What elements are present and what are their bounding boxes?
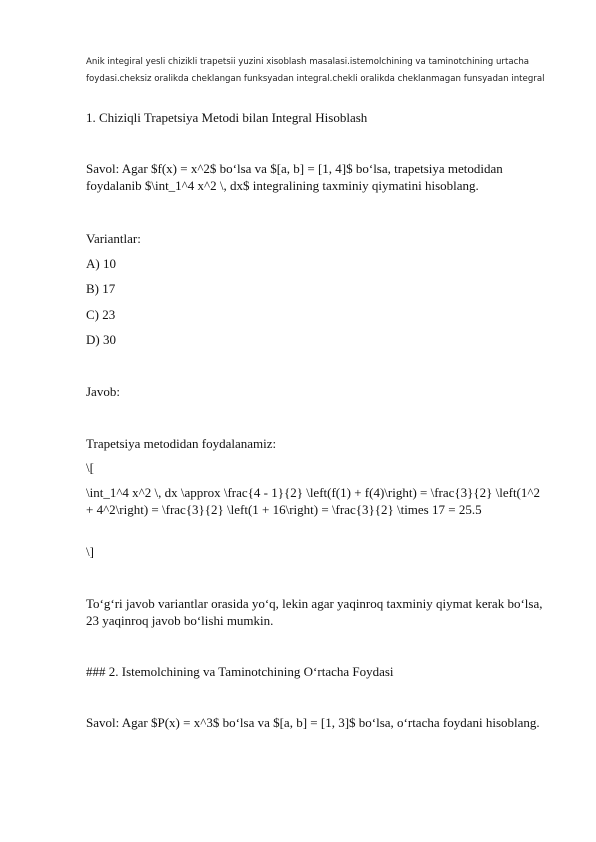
document-header: Anik integiral yesli chizikli trapetsii yuzini xisoblash masalasi.istemolchining va taminotchining urtacha foydasi.cheksiz oralikda cheklangan funksyadan integral.chekli oralikda cheklanmagan funsyadan integral xyxy=(86,57,545,84)
section2-question: Savol: Agar $P(x) = x^3$ bo‘lsa va $[a, b] = [1, 3]$ bo‘lsa, o‘rtacha foydani hisoblang. xyxy=(86,715,540,730)
section2-title: ### 2. Istemolchining va Taminotchining O‘rtacha Foydasi xyxy=(86,664,394,679)
math-open: \[ xyxy=(86,460,94,475)
section1-title: 1. Chiziqli Trapetsiya Metodi bilan Integral Hisoblash xyxy=(86,110,368,125)
variant-a: A) 10 xyxy=(86,256,116,271)
variant-d: D) 30 xyxy=(86,332,116,347)
section1-question: Savol: Agar $f(x) = x^2$ bo‘lsa va $[a, b] = [1, 4]$ bo‘lsa, trapetsiya metodidan foydalanib $\int_1^4 x^2 \, dx$ integralining taxminiy qiymatini hisoblang. xyxy=(86,161,503,193)
method-intro: Trapetsiya metodidan foydalanamiz: xyxy=(86,436,277,451)
conclusion: To‘g‘ri javob variantlar orasida yo‘q, lekin agar yaqinroq taxminiy qiymat kerak bo‘lsa, 23 yaqinroq javob bo‘lishi mumkin. xyxy=(86,596,543,628)
variant-c: C) 23 xyxy=(86,307,116,322)
math-body: \int_1^4 x^2 \, dx \approx \frac{4 - 1}{2} \left(f(1) + f(4)\right) = \frac{3}{2} \left(1^2 + 4^2\right) = \frac{3}{2} \left(1 + 16\right) = \frac{3}{2} \times 17 = 25.5 xyxy=(86,485,540,517)
math-close: \] xyxy=(86,544,94,559)
variant-b: B) 17 xyxy=(86,281,116,296)
answer-label: Javob: xyxy=(86,384,120,399)
variants-label: Variantlar: xyxy=(86,231,141,246)
